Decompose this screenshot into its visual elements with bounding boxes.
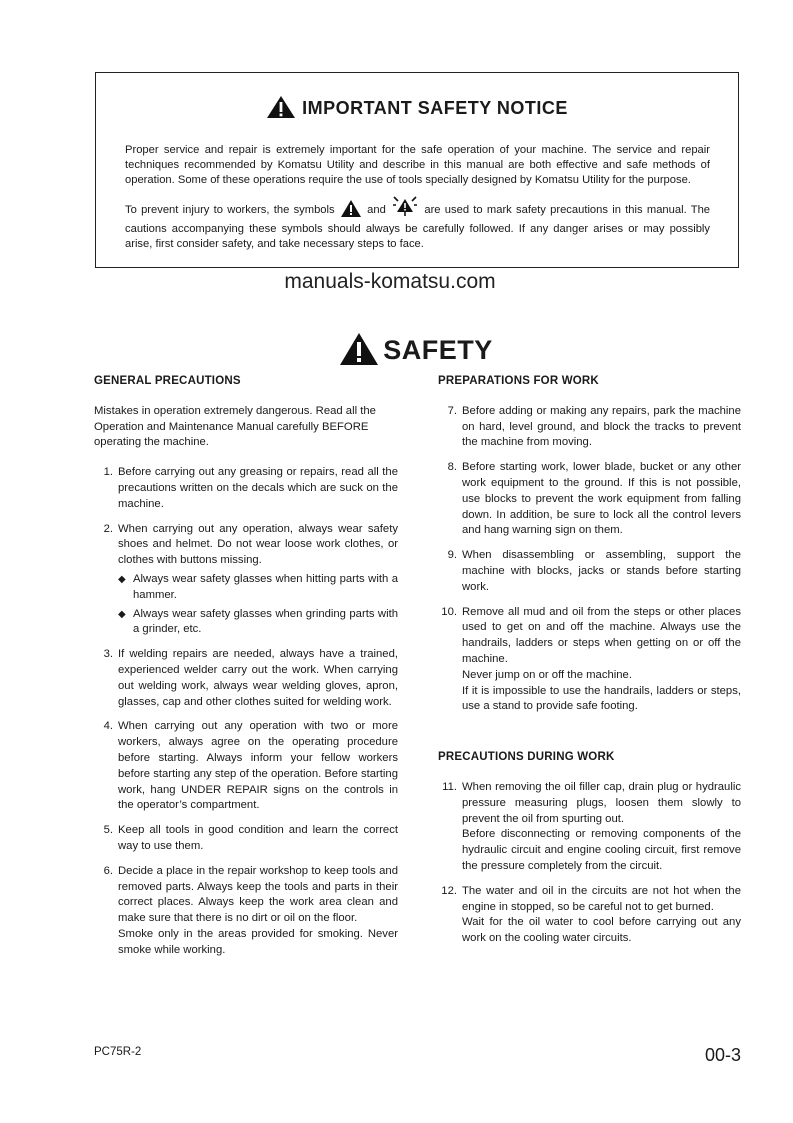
general-intro: Mistakes in operation extremely dangerous. Read all the Operation and Maintenance Manual carefully BEFORE operating the machine. (94, 404, 376, 449)
notice-body (125, 143, 710, 258)
left-column (94, 374, 398, 968)
list-item: 8. Before starting work, lower blade, bucket or any other work equipment to the ground. If this is not possible, use blocks to prevent the work equipment from falling down. In addition, be sure to lock all the control levers and hang warning sign on them. (447, 461, 741, 537)
during-work-heading: PRECAUTIONS DURING WORK (438, 751, 615, 764)
safety-notice-box (95, 72, 739, 268)
footer-model: PC75R-2 (94, 1046, 142, 1058)
list-item: 9. When disassembling or assembling, support the machine with blocks, jacks or stands before starting work. (447, 549, 741, 593)
right-column (438, 374, 741, 956)
warning-triangle-icon (339, 332, 379, 373)
diamond-bullet-icon: ◆ (118, 608, 126, 620)
general-precautions-heading: GENERAL PRECAUTIONS (94, 375, 241, 387)
bullet-item: ◆ Always wear safety glasses when hitting parts with a hammer. (118, 572, 398, 601)
notice-title-text: IMPORTANT SAFETY NOTICE (302, 98, 568, 118)
list-item: 2. When carrying out any operation, always wear safety shoes and helmet. Do not wear loose work clothes, or clothes with buttons missing. ◆ Always wear safety glasses when hitting parts with a hammer. ◆ Always wear safety glasses when grinding parts with a grinder, etc. (94, 522, 398, 639)
footer-page-number: 00-3 (704, 1045, 741, 1065)
safety-title-text: SAFETY (383, 335, 493, 365)
safety-heading (0, 332, 793, 373)
list-item: 4. When carrying out any operation with two or more workers, always agree on the operating procedure before starting. Always inform your fellow workers before starting any step of the operation. Before starting work, hang UNDER REPAIR signs on the controls in the operator’s compartment. (103, 720, 398, 812)
list-item: 1. Before carrying out any greasing or repairs, read all the precautions written on the decals which are suck on the machine. (103, 466, 398, 510)
list-item: 3. If welding repairs are needed, always have a trained, experienced welder carry out the work. When carrying out welding work, always wear welding gloves, apron, glasses, cap and other clothes suited for welding work. (103, 648, 398, 708)
watermark-text: manuals-komatsu.com (284, 270, 496, 293)
notice-paragraph-2: To prevent injury to workers, the symbols and are used to mark safety precautions in this manual. The cautions accompanying these symbols should always be carefully followed. If any danger arises or may possibly arise, first consider safety, and take necessary steps to face. (125, 195, 710, 253)
bullet-list (118, 572, 398, 638)
bullet-item: ◆ Always wear safety glasses when grinding parts with a grinder, etc. (118, 607, 398, 636)
list-item: 5. Keep all tools in good condition and learn the correct way to use them. (103, 824, 398, 852)
list-item: 7. Before adding or making any repairs, park the machine on hard, level ground, and block the tracks to prevent the machine from moving. (447, 404, 741, 449)
warning-triangle-icon (266, 95, 296, 124)
notice-heading (96, 95, 738, 124)
list-item: 11. When removing the oil filler cap, drain plug or hydraulic pressure measuring plugs, loosen them slowly to prevent the oil from spurting out. Before disconnecting or removing components of the hydraulic circuit and engine cooling circuit, first remove the pressure completely from the circuit. (442, 780, 741, 872)
list-item: 12. The water and oil in the circuits are not hot when the engine in stopped, so be careful not to get burned. Wait for the oil water to cool before carrying out any work on the cooling water circuits. (441, 884, 741, 945)
preparations-heading: PREPARATIONS FOR WORK (438, 375, 599, 387)
warning-triangle-icon (341, 200, 361, 222)
diamond-bullet-icon: ◆ (118, 573, 126, 585)
notice-paragraph-1: Proper service and repair is extremely important for the safe operation of your machine. The service and repair techniques recommended by Komatsu Utility and describe in this manual are both effective and safe methods of operation. Some of these operations require the use of tools specially designed by Komatsu Utility for the purpose. (125, 144, 710, 187)
list-item: 10. Remove all mud and oil from the steps or other places used to get on and off the machine. Always use the handrails, ladders or steps when getting on or off the machine. Never jump on or off the machine. If it is impossible to use the handrails, ladders or steps, use a stand to provide safe footing. (441, 605, 741, 713)
danger-warning-burst-icon (392, 195, 418, 222)
list-item: 6. Decide a place in the repair workshop to keep tools and removed parts. Always keep the tools and parts in their correct places. Always keep the work area clean and make sure that there is no dirt or oil on the floor. Smoke only in the areas provided for smoking. Never smoke while working. (103, 864, 398, 956)
